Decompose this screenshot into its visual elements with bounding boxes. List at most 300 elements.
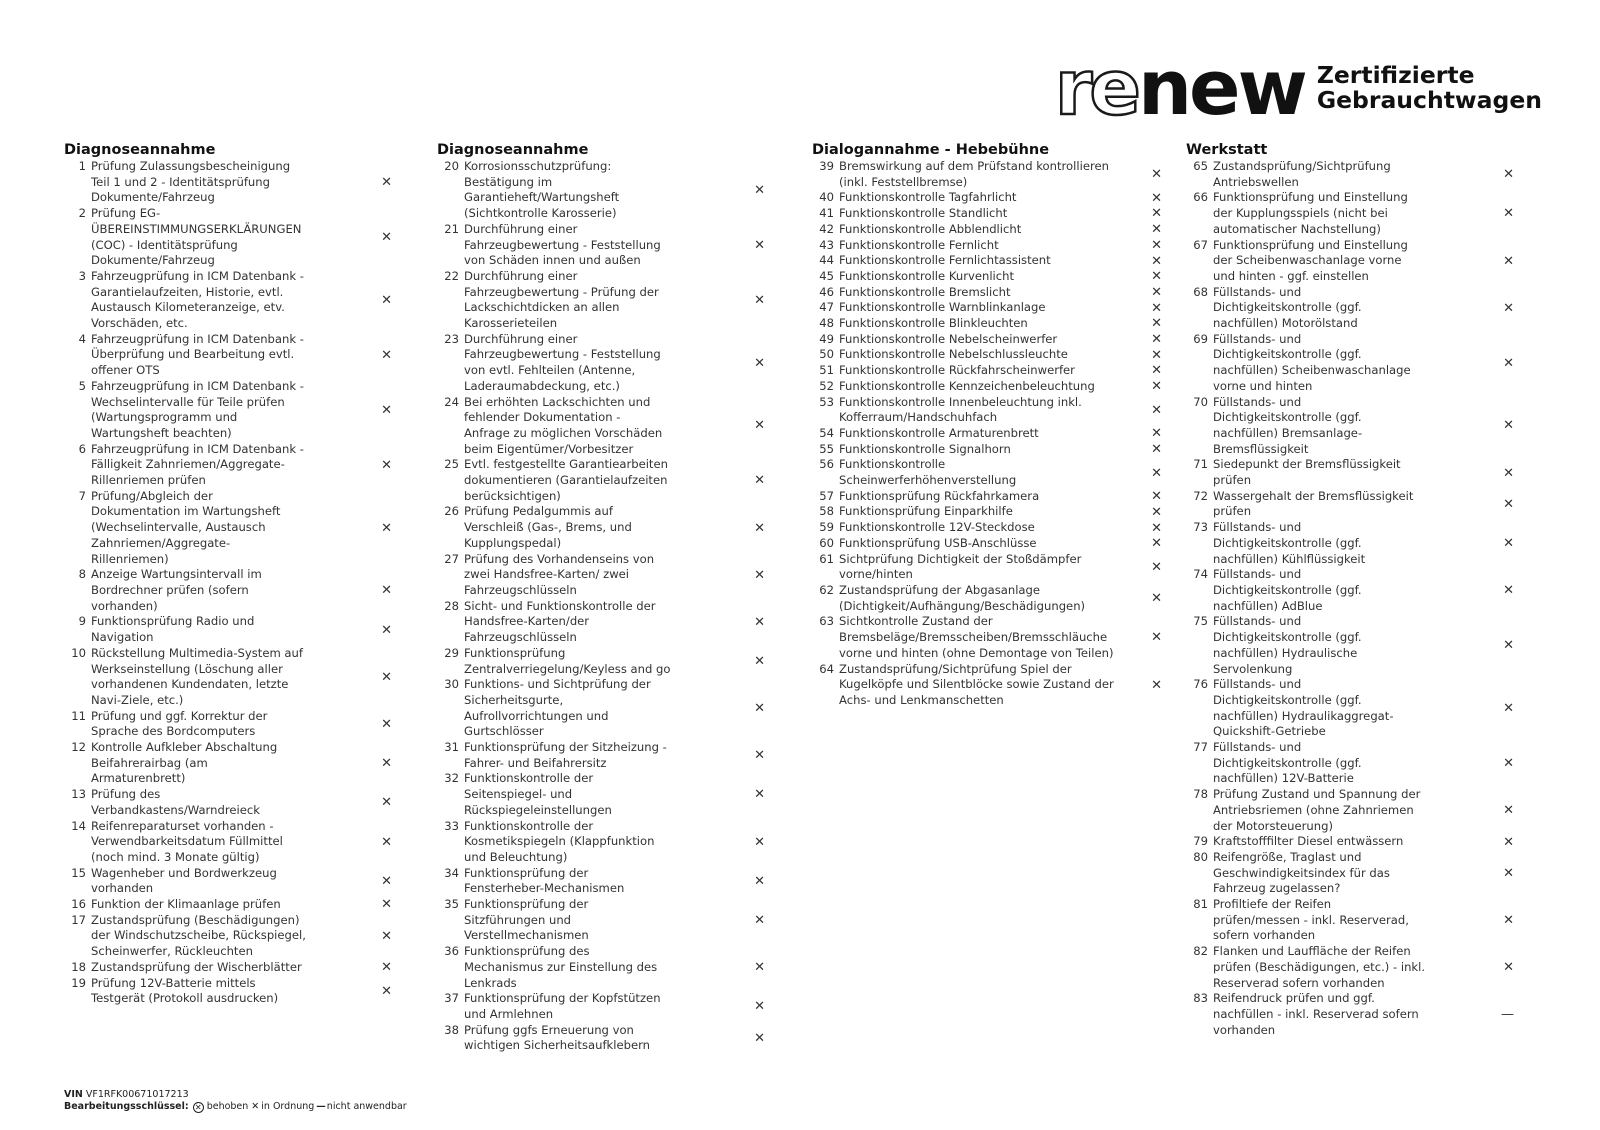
ok-x-icon: ✕ [381,622,392,638]
item-text-line: Fahrzeugprüfung in ICM Datenbank - [91,378,304,393]
ok-x-icon: ✕ [1151,253,1162,269]
item-number: 3 [78,268,86,283]
ok-x-icon: ✕ [381,347,392,363]
item-number: 46 [819,284,834,299]
item-text-line: Funktionskontrolle Fernlicht [839,237,999,252]
item-text [834,552,1129,583]
item-text-line: nachfüllen - inkl. Reserverad sofern [1213,1006,1419,1021]
ok-x-icon: ✕ [1503,960,1514,976]
item-text-line: Funktionskontrolle Armaturenbrett [839,425,1039,440]
item-number: 57 [819,488,834,503]
item-text-line: Fahrzeugprüfung in ICM Datenbank - [91,331,304,346]
item-text [834,222,1129,238]
item-number: 60 [819,535,834,550]
item-text-line: nachfüllen) Hydraulische [1213,645,1358,660]
ok-x-icon: ✕ [381,457,392,473]
item-text-line: von Schäden innen und außen [464,253,641,268]
item-text-line: Funktionskontrolle Tagfahrlicht [839,190,1017,205]
item-text [1208,285,1481,332]
item-text-line: Antriebsriemen (ohne Zahnriemen [1213,802,1414,817]
ok-x-icon: ✕ [1151,190,1162,206]
item-text [1208,944,1481,991]
item-text-line: (Sichtkontrolle Karosserie) [464,206,617,221]
item-text [459,1023,732,1054]
item-text-line: Funktionsprüfung der Kopfstützen [464,991,661,1006]
vin-row [64,1089,407,1101]
ok-x-icon: ✕ [1151,630,1162,646]
checklist-item [1186,520,1516,567]
ok-x-icon: ✕ [1503,913,1514,929]
ok-x-icon: ✕ [381,669,392,685]
item-text [834,159,1129,190]
item-number: 74 [1193,567,1208,582]
checklist-item [64,740,394,787]
column-title: Diagnoseannahme [437,142,589,158]
item-number: 52 [819,378,834,393]
item-text-line: Reifendruck prüfen und ggf. [1213,991,1375,1006]
item-text-line: vorne/hinten [839,567,913,582]
item-number: 43 [819,237,834,252]
item-text-line: Funktionskontrolle Kennzeichenbeleuchtung [839,378,1095,393]
column-title: Diagnoseannahme [64,142,216,158]
tagline-line-1: Zertifizierte [1316,61,1475,89]
item-text-line: Dichtigkeitskontrolle (ggf. [1213,410,1362,425]
checklist-item [812,536,1164,552]
item-text [86,960,359,976]
item-text-line: Fälligkeit Zahnriemen/Aggregate- [91,457,285,472]
item-text-line: Sichtprüfung Dichtigkeit der Stoßdämpfer [839,551,1082,566]
ok-x-icon: ✕ [381,402,392,418]
item-text-line: Funktionskontrolle Abblendlicht [839,221,1022,236]
item-text-line: Durchführung einer [464,331,578,346]
checklist-item [64,897,394,913]
checklist-item [1186,395,1516,458]
checklist-item [64,819,394,866]
item-number: 25 [444,457,459,472]
item-text [459,599,732,646]
item-text [459,646,732,677]
checklist-item [1186,991,1516,1038]
item-text [1208,190,1481,237]
ok-x-icon: ✕ [1151,536,1162,552]
checklist-item [64,379,394,442]
checklist-item [1186,159,1516,190]
ok-x-icon: ✕ [754,237,765,253]
checklist-item [437,866,767,897]
checklist-item [812,285,1164,301]
checklist-item [812,253,1164,269]
item-text-line: Bremsbeläge/Bremsscheiben/Bremsschläuche [839,630,1108,645]
item-text-line: Zentralverriegelung/Keyless and go [464,661,671,676]
ok-x-icon: ✕ [1503,756,1514,772]
item-text-line: Prüfung Zulassungsbescheinigung [91,159,291,173]
checklist-item [812,614,1164,661]
item-number: 65 [1193,159,1208,173]
item-number: 48 [819,316,834,331]
legend-label: Bearbeitungsschlüssel: [64,1101,189,1112]
ok-x-icon: ✕ [754,1030,765,1046]
item-text-line: Funktionsprüfung des [464,944,590,959]
x-icon: ✕ [251,1101,260,1112]
item-text-line: Funktionskontrolle Fernlichtassistent [839,253,1051,268]
item-text [459,222,732,269]
ok-x-icon: ✕ [754,834,765,850]
item-text [834,379,1129,395]
item-text-line: Prüfung Pedalgummis auf [464,504,613,519]
item-text [834,253,1129,269]
ok-x-icon: ✕ [754,418,765,434]
checklist-item [64,332,394,379]
ok-x-icon: ✕ [1151,206,1162,222]
item-text-line: Fahrzeug zugelassen? [1213,881,1341,896]
item-text [86,379,359,442]
item-text-line: Vorschäden, etc. [91,316,188,331]
item-number: 47 [819,300,834,315]
item-text-line: Profiltiefe der Reifen [1213,897,1332,912]
item-number: 15 [71,865,86,880]
item-text-line: Füllstands- und [1213,394,1302,409]
item-text-line: (Wartungsprogramm und [91,410,238,425]
item-text-line: Fahrzeugschlüsseln [464,582,577,597]
checklist-item [812,238,1164,254]
checklist-item [812,583,1164,614]
item-number: 19 [71,975,86,990]
item-number: 14 [71,818,86,833]
ok-x-icon: ✕ [381,583,392,599]
item-number: 30 [444,677,459,692]
item-text-line: (noch mind. 3 Monate gültig) [91,849,260,864]
item-text-line: automatischer Nachstellung) [1213,221,1381,236]
item-text [834,269,1129,285]
item-number: 82 [1193,944,1208,959]
item-number: 32 [444,771,459,786]
item-text-line: vorhanden [1213,1022,1276,1037]
ok-x-icon: ✕ [1151,269,1162,285]
checklist-item [437,771,767,818]
column-title: Werkstatt [1186,142,1268,158]
checklist-item [64,913,394,960]
item-text-line: Funktionskontrolle der [464,771,594,786]
ok-x-icon: ✕ [1151,520,1162,536]
item-text-line: nachfüllen) AdBlue [1213,598,1323,613]
item-text-line: Scheinwerfer, Rückleuchten [91,944,253,959]
item-number: 45 [819,268,834,283]
item-text-line: Anzeige Wartungsintervall im [91,567,262,582]
item-text-line: Prüfung Zustand und Spannung der [1213,787,1421,802]
item-text-line: Werkseinstellung (Löschung aller [91,661,283,676]
checklist-column-4 [1186,141,1516,1038]
item-number: 67 [1193,237,1208,252]
item-number: 12 [71,740,86,755]
item-text-line: Navigation [91,630,154,645]
vin-value: VF1RFK00671017213 [85,1089,189,1100]
checklist-item [64,960,394,976]
item-number: 72 [1193,488,1208,503]
item-text-line: Garantielaufzeiten, Historie, evtl. [91,284,284,299]
item-text-line: Funktionskontrolle der [464,818,594,833]
ok-x-icon: ✕ [1151,379,1162,395]
item-text-line: Achs- und Lenkmanschetten [839,692,1004,707]
item-text [86,976,359,1007]
item-text [86,787,359,818]
item-text-line: Verbandkastens/Warndreieck [91,802,260,817]
item-text-line: Verschleiß (Gas-, Brems, und [464,520,632,535]
logo-part-new: new [1137,43,1305,132]
item-text-line: Prüfung/Abgleich der [91,488,213,503]
item-number: 31 [444,740,459,755]
item-text [459,332,732,395]
item-text-line: Zustandsprüfung der Wischerblätter [91,959,302,974]
item-text-line: Teil 1 und 2 - Identitätsprüfung [91,174,270,189]
item-text-line: Funktionskontrolle Nebelschlussleuchte [839,347,1068,362]
item-text-line: (inkl. Feststellbremse) [839,174,968,189]
ok-x-icon: ✕ [1151,442,1162,457]
checklist-column-3 [812,141,1164,709]
checklist-item [437,552,767,599]
item-text-line: Durchführung einer [464,221,578,236]
ok-x-icon: ✕ [381,834,392,850]
item-text-line: Laderaumabdeckung, etc.) [464,378,620,393]
item-text-line: Siedepunkt der Bremsflüssigkeit [1213,457,1401,472]
ok-x-icon: ✕ [381,292,392,308]
circled-x-icon: ✕ [193,1102,204,1113]
item-text-line: Funktionsprüfung und Einstellung [1213,190,1408,205]
item-text-line: nachfüllen) Scheibenwaschanlage [1213,363,1411,378]
item-number: 2 [78,206,86,221]
item-text-line: nachfüllen) Bremsanlage- [1213,425,1363,440]
ok-x-icon: ✕ [1503,300,1514,316]
ok-x-icon: ✕ [1503,638,1514,654]
item-text-line: Fahrzeugbewertung - Prüfung der [464,284,659,299]
item-text-line: Prüfung des Vorhandenseins von [464,551,655,566]
item-text-line: Kraftstofffilter Diesel entwässern [1213,834,1404,849]
item-text-line: Prüfung 12V-Batterie mittels [91,975,256,990]
item-text-line: Funktionsprüfung Rückfahrkamera [839,488,1040,503]
item-text [86,269,359,332]
item-text-line: offener OTS [91,363,160,378]
ok-x-icon: ✕ [1151,222,1162,238]
item-text-line: Kosmetikspiegeln (Klappfunktion [464,834,655,849]
item-text [1208,834,1481,850]
ok-x-icon: ✕ [1151,167,1162,183]
ok-x-icon: ✕ [1503,418,1514,434]
item-text [834,395,1129,426]
item-text-line: ÜBEREINSTIMMUNGSERKLÄRUNGEN [91,221,302,236]
item-text-line: Fahrzeugprüfung in ICM Datenbank - [91,268,304,283]
item-text-line: Prüfung des [91,787,161,802]
item-text [459,944,732,991]
item-number: 50 [819,347,834,362]
item-number: 42 [819,221,834,236]
item-text [834,285,1129,301]
checklist-item [812,269,1164,285]
checklist-column-2 [437,141,767,1054]
item-text-line: Fahrer- und Beifahrersitz [464,755,607,770]
item-text-line: Seitenspiegel- und [464,787,573,802]
checklist-item [812,206,1164,222]
checklist-item [1186,850,1516,897]
item-text [1208,159,1481,190]
item-text-line: Antriebswellen [1213,174,1299,189]
ok-x-icon: ✕ [1503,536,1514,552]
item-text-line: und Armlehnen [464,1006,554,1021]
item-text [459,897,732,944]
checklist-item [812,662,1164,709]
item-number: 77 [1193,740,1208,755]
item-text [459,269,732,332]
item-text [1208,787,1481,834]
ok-x-icon: ✕ [754,913,765,929]
item-text [459,552,732,599]
item-text-line: Füllstands- und [1213,520,1302,535]
item-number: 16 [71,897,86,912]
item-text-line: Wartungsheft beachten) [91,425,232,440]
item-number: 78 [1193,787,1208,802]
item-text-line: nachfüllen) 12V-Batterie [1213,771,1354,786]
item-text-line: Zustandsprüfung/Sichtprüfung Spiel der [839,661,1072,676]
ok-x-icon: ✕ [754,355,765,371]
item-text [834,238,1129,254]
item-text-line: Funktionskontrolle Rückfahrscheinwerfer [839,363,1075,378]
item-number: 76 [1193,677,1208,692]
item-number: 24 [444,394,459,409]
item-text [86,159,359,206]
item-text-line: Geschwindigkeitsindex für das [1213,865,1390,880]
item-text [86,206,359,269]
ok-x-icon: ✕ [754,999,765,1015]
item-text-line: vorhanden) [91,598,158,613]
checklist-item [812,426,1164,442]
item-text-line: Anfrage zu möglichen Vorschäden [464,425,663,440]
item-text [459,159,732,222]
item-text-line: Reifenreparaturset vorhanden - [91,818,274,833]
item-number: 4 [78,331,86,346]
item-text-line: Funktionskontrolle [839,457,946,472]
item-text-line: nachfüllen) Hydraulikaggregat- [1213,708,1394,723]
item-text-line: Funktionskontrolle Kurvenlicht [839,268,1015,283]
item-text [1208,991,1481,1038]
item-text-line: Lenkrads [464,975,517,990]
item-text-line: Zahnriemen/Aggregate- [91,535,231,550]
item-text-line: Dokumente/Fahrzeug [91,190,215,205]
checklist-item [64,442,394,489]
item-text-line: Rillenriemen) [91,551,169,566]
item-text-line: Bremswirkung auf dem Prüfstand kontrollieren [839,159,1109,173]
item-text [86,709,359,740]
item-number: 69 [1193,331,1208,346]
ok-x-icon: ✕ [381,175,392,191]
item-text-line: Reserverad sofern vorhanden [1213,975,1385,990]
item-text-line: Karosserieteilen [464,316,558,331]
item-number: 44 [819,253,834,268]
item-text-line: Flanken und Lauffläche der Reifen [1213,944,1411,959]
item-text-line: Funktionsprüfung USB-Anschlüsse [839,535,1037,550]
checklist-item [1186,677,1516,740]
item-text-line: Funktionsprüfung und Einstellung [1213,237,1408,252]
item-text-line: Funktionskontrolle Standlicht [839,206,1008,221]
item-text-line: und hinten - ggf. einstellen [1213,268,1369,283]
item-number: 54 [819,425,834,440]
item-text-line: (Dichtigkeit/Aufhängung/Beschädigungen) [839,598,1086,613]
item-text-line: Wechselintervalle für Teile prüfen [91,394,285,409]
item-number: 56 [819,457,834,472]
item-number: 81 [1193,897,1208,912]
checklist-item [64,206,394,269]
item-text-line: Dokumentation im Wartungsheft [91,504,281,519]
item-text-line: Kofferraum/Handschuhfach [839,410,998,425]
checklist-item [1186,238,1516,285]
item-text-line: Testgerät (Protokoll ausdrucken) [91,991,279,1006]
item-text-line: Funktionskontrolle Bremslicht [839,284,1011,299]
item-number: 38 [444,1022,459,1037]
item-text-line: beim Eigentümer/Vorbesitzer [464,441,634,456]
item-number: 7 [78,488,86,503]
item-number: 6 [78,441,86,456]
ok-x-icon: ✕ [1151,465,1162,481]
item-text-line: Sprache des Bordcomputers [91,724,256,739]
checklist-item [812,332,1164,348]
checklist-item [437,897,767,944]
ok-x-icon: ✕ [1151,591,1162,607]
ok-x-icon: ✕ [754,654,765,669]
item-text-line: zwei Handsfree-Karten/ zwei [464,567,630,582]
ok-x-icon: ✕ [381,928,392,944]
item-text-line: Füllstands- und [1213,677,1302,692]
item-text-line: Funktionsprüfung Einparkhilfe [839,504,1013,519]
item-text [86,913,359,960]
checklist-item [64,976,394,1007]
item-text [834,504,1129,520]
item-text-line: Verstellmechanismen [464,928,589,943]
item-text-line: Funktionskontrolle Nebelscheinwerfer [839,331,1058,346]
item-number: 80 [1193,849,1208,864]
item-text-line: vorne und hinten (ohne Demontage von Teilen) [839,645,1114,660]
item-text-line: nachfüllen) Motorölstand [1213,316,1358,331]
ok-x-icon: ✕ [1503,834,1514,850]
item-text-line: prüfen (Beschädigungen, etc.) - inkl. [1213,959,1426,974]
checklist-item [437,1023,767,1054]
item-text [834,583,1129,614]
item-text [834,536,1129,552]
ok-x-icon: ✕ [381,983,392,999]
item-text [834,614,1129,661]
item-text-line: Austausch Kilometeranzeige, etv. [91,300,285,315]
ok-x-icon: ✕ [1151,402,1162,418]
item-text [459,395,732,458]
item-text [834,457,1129,488]
item-number: 29 [444,645,459,660]
item-number: 71 [1193,457,1208,472]
item-text-line: Füllstands- und [1213,740,1302,755]
item-text-line: Dichtigkeitskontrolle (ggf. [1213,535,1362,550]
checklist-item [64,866,394,897]
item-number: 9 [78,614,86,629]
item-text-line: Navi-Ziele, etc.) [91,692,184,707]
item-number: 17 [71,912,86,927]
ok-x-icon: ✕ [1151,363,1162,379]
item-text-line: Prüfung und ggf. Korrektur der [91,708,268,723]
item-text-line: vorhanden [91,881,154,896]
checklist-items [1186,159,1516,1038]
item-text-line: Überprüfung und Bearbeitung evtl. [91,347,295,362]
item-number: 10 [71,645,86,660]
tagline [1317,63,1542,113]
checklist-item [1186,489,1516,520]
item-text-line: Bordrechner prüfen (sofern [91,582,249,597]
item-number: 61 [819,551,834,566]
item-number: 28 [444,598,459,613]
item-text [1208,332,1481,395]
